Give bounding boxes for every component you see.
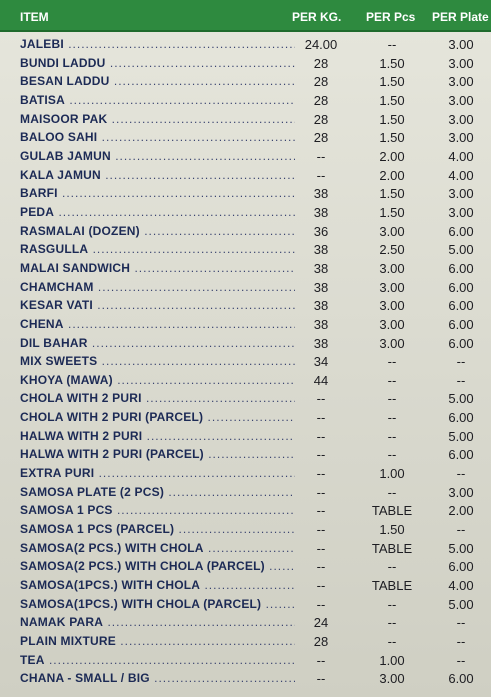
- price-per-plate: 5.00: [448, 596, 474, 612]
- price-per-kg: 38: [313, 279, 329, 295]
- price-per-kg: 28: [313, 92, 329, 108]
- price-per-kg: --: [316, 522, 326, 538]
- price-per-plate: 3.00: [448, 186, 474, 202]
- price-per-kg: --: [316, 596, 326, 612]
- item-name: HALWA WITH 2 PURI (PARCEL) .....: [20, 447, 295, 461]
- price-per-plate: 3.00: [448, 484, 474, 500]
- price-per-plate: 2.00: [448, 503, 474, 519]
- price-per-plate: --: [456, 634, 466, 649]
- menu-row: [0, 128, 491, 147]
- menu-row: [0, 483, 491, 502]
- price-per-plate: --: [456, 652, 466, 668]
- price-per-pcs: --: [387, 634, 397, 649]
- price-per-plate: 6.00: [448, 410, 474, 426]
- price-per-kg: 28: [313, 111, 329, 127]
- price-per-kg: --: [316, 578, 326, 594]
- price-per-kg: --: [316, 652, 326, 668]
- price-per-kg: 28: [313, 74, 329, 90]
- menu-row: [0, 445, 491, 464]
- item-name: MAISOOR PAK .....: [20, 112, 295, 126]
- column-header-kg: PER KG.: [292, 10, 342, 24]
- menu-row: [0, 315, 491, 334]
- price-per-kg: 38: [313, 316, 329, 332]
- menu-row: [0, 110, 491, 129]
- item-name: SAMOSA(2 PCS.) WITH CHOLA (PARCEL) .....: [20, 559, 295, 573]
- price-per-kg: --: [316, 410, 326, 426]
- item-name: BATISA .....: [20, 93, 295, 107]
- menu-row: [0, 595, 491, 614]
- item-name: BARFI .....: [20, 186, 295, 200]
- item-name: GULAB JAMUN .....: [20, 149, 295, 163]
- price-per-kg: --: [316, 559, 326, 575]
- item-name: SAMOSA PLATE (2 PCS) .....: [20, 485, 295, 499]
- price-per-pcs: 1.00: [379, 466, 405, 482]
- price-per-pcs: 3.00: [379, 335, 405, 351]
- item-name: RASMALAI (DOZEN) .....: [20, 224, 295, 238]
- menu-row: [0, 352, 491, 371]
- price-per-plate: 3.00: [448, 204, 474, 220]
- price-per-pcs: 2.50: [379, 242, 405, 258]
- item-name: PEDA .....: [20, 205, 295, 219]
- price-per-pcs: 3.00: [379, 279, 405, 295]
- price-per-pcs: 3.00: [379, 260, 405, 276]
- item-name: EXTRA PURI .....: [20, 466, 295, 480]
- item-name: SAMOSA 1 PCS .....: [20, 503, 295, 517]
- price-per-kg: 28: [313, 634, 329, 649]
- price-per-pcs: 3.00: [379, 316, 405, 332]
- price-per-pcs: --: [387, 391, 397, 407]
- price-per-plate: 5.00: [448, 540, 474, 556]
- price-per-kg: --: [316, 428, 326, 444]
- price-per-pcs: TABLE: [371, 503, 413, 519]
- price-per-kg: 38: [313, 186, 329, 202]
- menu-row: [0, 259, 491, 278]
- column-header-pcs: PER Pcs: [366, 10, 416, 24]
- item-name: MALAI SANDWICH .....: [20, 261, 295, 275]
- menu-row: [0, 539, 491, 558]
- price-per-plate: 6.00: [448, 223, 474, 239]
- price-per-plate: --: [456, 372, 466, 388]
- price-per-pcs: --: [387, 615, 397, 631]
- price-per-kg: --: [316, 671, 326, 687]
- item-name: BESAN LADDU .....: [20, 74, 295, 88]
- menu-row: [0, 54, 491, 73]
- price-per-plate: 6.00: [448, 447, 474, 463]
- item-name: BUNDI LADDU .....: [20, 56, 295, 70]
- price-per-pcs: TABLE: [371, 540, 413, 556]
- item-name: JALEBI .....: [20, 37, 295, 51]
- price-per-pcs: --: [387, 354, 397, 370]
- price-per-pcs: 1.50: [379, 111, 405, 127]
- price-per-plate: --: [456, 354, 466, 370]
- menu-row: [0, 35, 491, 54]
- menu-row: [0, 576, 491, 595]
- price-per-kg: 28: [313, 130, 329, 146]
- price-per-pcs: 1.50: [379, 74, 405, 90]
- price-per-plate: 4.00: [448, 148, 474, 164]
- price-per-plate: 6.00: [448, 260, 474, 276]
- menu-row: [0, 651, 491, 670]
- item-name: BALOO SAHI .....: [20, 130, 295, 144]
- column-header-item: ITEM: [20, 10, 49, 24]
- price-per-pcs: --: [387, 410, 397, 426]
- price-per-plate: 3.00: [448, 37, 474, 52]
- price-per-plate: 3.00: [448, 92, 474, 108]
- price-per-plate: 5.00: [448, 391, 474, 407]
- item-name: NAMAK PARA .....: [20, 615, 295, 629]
- menu-row: [0, 334, 491, 353]
- menu-row: [0, 632, 491, 651]
- menu-header: [0, 0, 491, 32]
- item-name: SAMOSA 1 PCS (PARCEL) .....: [20, 522, 295, 536]
- menu-row: [0, 389, 491, 408]
- item-name: CHOLA WITH 2 PURI (PARCEL) .....: [20, 410, 295, 424]
- price-per-kg: --: [316, 447, 326, 463]
- menu-row: [0, 222, 491, 241]
- price-per-pcs: 1.50: [379, 130, 405, 146]
- item-name: KESAR VATI .....: [20, 298, 295, 312]
- menu-row: [0, 147, 491, 166]
- price-per-pcs: 1.50: [379, 204, 405, 220]
- menu-row: [0, 427, 491, 446]
- price-per-pcs: --: [387, 37, 397, 52]
- price-per-plate: --: [456, 466, 466, 482]
- menu-row: [0, 72, 491, 91]
- price-per-pcs: 2.00: [379, 167, 405, 183]
- price-per-plate: 6.00: [448, 335, 474, 351]
- price-per-plate: --: [456, 522, 466, 538]
- column-header-plate: PER Plate: [432, 10, 489, 24]
- price-per-pcs: --: [387, 596, 397, 612]
- price-per-kg: --: [316, 167, 326, 183]
- item-name: MIX SWEETS .....: [20, 354, 295, 368]
- price-per-pcs: 1.50: [379, 92, 405, 108]
- item-name: PLAIN MIXTURE .....: [20, 634, 295, 648]
- price-per-pcs: 1.50: [379, 522, 405, 538]
- menu-row: [0, 408, 491, 427]
- item-name: KHOYA (MAWA) .....: [20, 373, 295, 387]
- price-per-kg: 28: [313, 55, 329, 71]
- price-per-kg: --: [316, 391, 326, 407]
- menu-row: [0, 557, 491, 576]
- price-per-kg: --: [316, 540, 326, 556]
- price-per-plate: 5.00: [448, 428, 474, 444]
- price-per-plate: 3.00: [448, 111, 474, 127]
- item-name: KALA JAMUN .....: [20, 168, 295, 182]
- menu-row: [0, 240, 491, 259]
- menu-row: [0, 464, 491, 483]
- item-name: CHOLA WITH 2 PURI .....: [20, 391, 295, 405]
- item-name: CHANA - SMALL / BIG .....: [20, 671, 295, 685]
- price-per-kg: 34: [313, 354, 329, 370]
- price-per-plate: 6.00: [448, 279, 474, 295]
- price-per-kg: 38: [313, 242, 329, 258]
- price-per-kg: --: [316, 503, 326, 519]
- price-per-pcs: 3.00: [379, 671, 405, 687]
- price-per-plate: 5.00: [448, 242, 474, 258]
- menu-row: [0, 184, 491, 203]
- price-per-pcs: 1.50: [379, 55, 405, 71]
- item-name: TEA .....: [20, 653, 295, 667]
- price-per-plate: 6.00: [448, 298, 474, 314]
- item-name: DIL BAHAR .....: [20, 336, 295, 350]
- item-name: SAMOSA(2 PCS.) WITH CHOLA .....: [20, 541, 295, 555]
- price-per-kg: 38: [313, 204, 329, 220]
- price-per-kg: 36: [313, 223, 329, 239]
- price-per-kg: --: [316, 466, 326, 482]
- menu-row: [0, 520, 491, 539]
- price-per-pcs: --: [387, 484, 397, 500]
- price-per-plate: 4.00: [448, 167, 474, 183]
- price-per-pcs: 1.50: [379, 186, 405, 202]
- price-per-plate: 6.00: [448, 559, 474, 575]
- price-per-kg: 38: [313, 298, 329, 314]
- price-per-kg: 24: [313, 615, 329, 631]
- price-per-kg: 24.00: [304, 37, 338, 52]
- price-per-pcs: 3.00: [379, 223, 405, 239]
- price-per-kg: 38: [313, 335, 329, 351]
- price-per-pcs: --: [387, 447, 397, 463]
- price-per-kg: --: [316, 484, 326, 500]
- menu-row: [0, 91, 491, 110]
- item-name: RASGULLA .....: [20, 242, 295, 256]
- menu-row: [0, 203, 491, 222]
- price-per-pcs: --: [387, 559, 397, 575]
- price-per-kg: 44: [313, 372, 329, 388]
- menu-row: [0, 166, 491, 185]
- item-name: CHAMCHAM .....: [20, 280, 295, 294]
- item-name: HALWA WITH 2 PURI .....: [20, 429, 295, 443]
- menu-row: [0, 371, 491, 390]
- menu-row: [0, 501, 491, 520]
- price-per-plate: 3.00: [448, 130, 474, 146]
- price-per-pcs: 3.00: [379, 298, 405, 314]
- menu-row: [0, 278, 491, 297]
- price-per-plate: 4.00: [448, 578, 474, 594]
- price-per-pcs: 1.00: [379, 652, 405, 668]
- price-per-kg: --: [316, 148, 326, 164]
- price-per-kg: 38: [313, 260, 329, 276]
- item-name: SAMOSA(1PCS.) WITH CHOLA .....: [20, 578, 295, 592]
- menu-row: [0, 669, 491, 688]
- price-per-plate: 6.00: [448, 316, 474, 332]
- price-per-pcs: TABLE: [371, 578, 413, 594]
- price-per-pcs: --: [387, 428, 397, 444]
- price-per-plate: 3.00: [448, 55, 474, 71]
- price-per-pcs: 2.00: [379, 148, 405, 164]
- menu-row: [0, 296, 491, 315]
- item-name: CHENA .....: [20, 317, 295, 331]
- menu-rows: [0, 35, 491, 688]
- price-per-pcs: --: [387, 372, 397, 388]
- menu-row: [0, 613, 491, 632]
- price-per-plate: 6.00: [448, 671, 474, 687]
- price-per-plate: 3.00: [448, 74, 474, 90]
- item-name: SAMOSA(1PCS.) WITH CHOLA (PARCEL) .....: [20, 597, 295, 611]
- price-per-plate: --: [456, 615, 466, 631]
